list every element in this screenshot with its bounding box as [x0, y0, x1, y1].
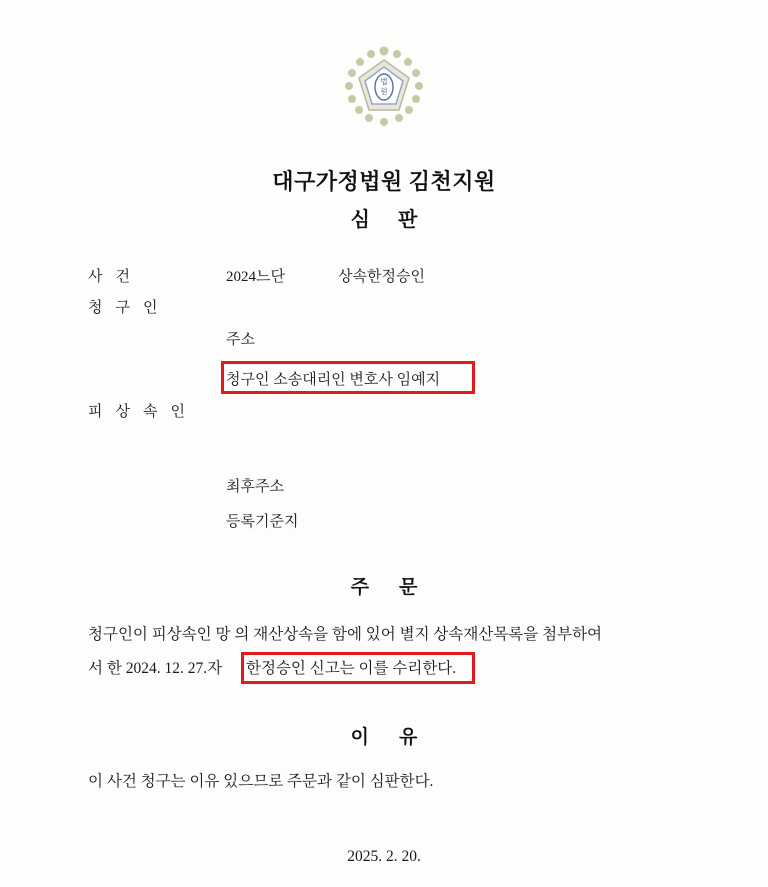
- attorney-line: 청구인 소송대리인 변호사 임예지: [226, 372, 441, 388]
- main-order-text-line2-prefix: 서 한 2024. 12. 27.자: [88, 660, 223, 677]
- main-order-text-line1: 청구인이 피상속인 망 의 재산상속을 함에 있어 별지 상속재산목록을 첨부하여: [88, 626, 603, 643]
- address-label: 주소: [226, 332, 255, 348]
- reason-heading: 이유: [350, 727, 448, 748]
- svg-text:원: 원: [380, 87, 388, 96]
- registry-base-label: 등록기준지: [226, 514, 299, 530]
- decedent-label-text: 피상속인: [88, 404, 198, 420]
- case-number: 2024느단: [226, 269, 285, 285]
- document-kind-heading: 심판: [350, 209, 446, 231]
- reason-text: 이 사건 청구는 이유 있으므로 주문과 같이 심판한다.: [88, 773, 434, 790]
- judgment-date: 2025. 2. 20.: [347, 848, 421, 865]
- court-title: 대구가정법원 김천지원: [272, 169, 496, 194]
- case-label-text: 사건: [88, 269, 143, 285]
- last-address-label: 최후주소: [226, 479, 284, 495]
- claimant-label: [88, 296, 170, 317]
- korean-court-emblem-icon: [341, 44, 427, 130]
- claimant-label-text: 청구인: [88, 300, 171, 316]
- svg-text:법: 법: [380, 77, 388, 86]
- main-order-text-line2-highlight: 한정승인 신고는 이를 수리한다.: [246, 660, 457, 677]
- case-label: [88, 265, 143, 286]
- decedent-label: [88, 400, 198, 421]
- main-order-heading: 주문: [350, 577, 448, 598]
- court-emblem-wrap: [0, 44, 768, 130]
- case-type: 상속한정승인: [338, 269, 425, 285]
